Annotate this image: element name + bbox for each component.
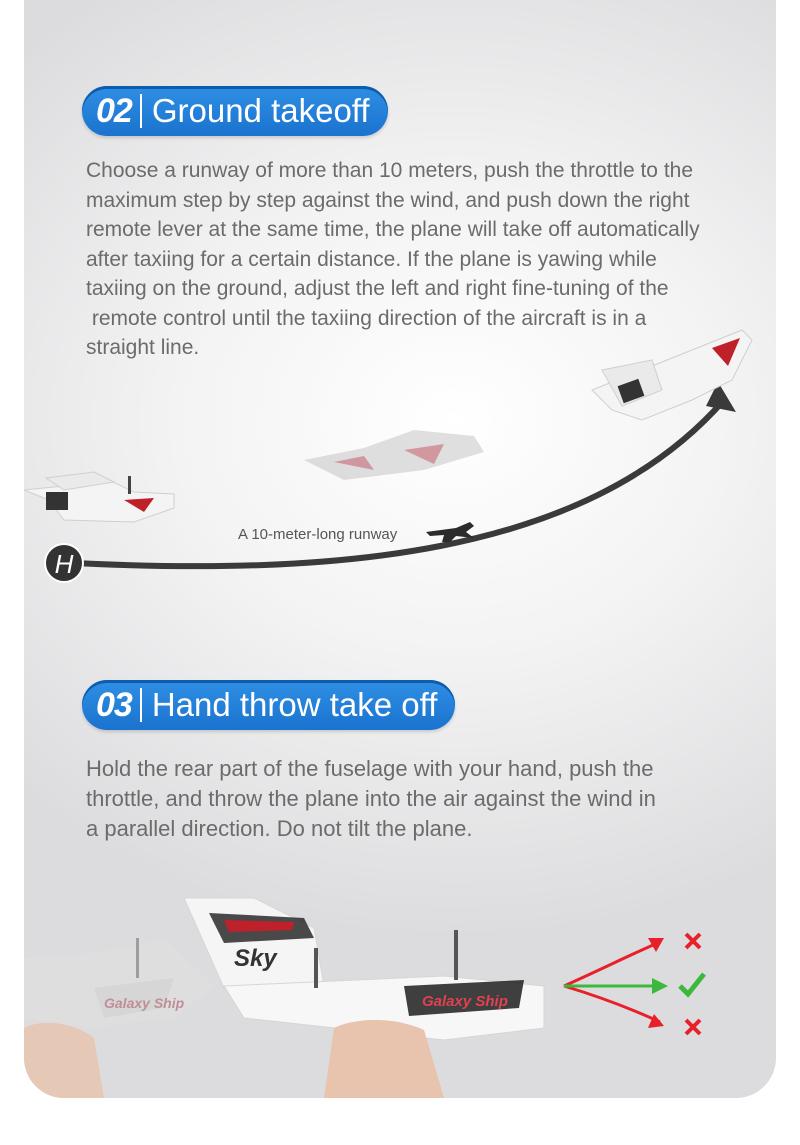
plane-ground — [24, 472, 174, 522]
section-03-description — [86, 754, 656, 844]
plane-logo-text: Sky — [234, 945, 277, 972]
desc-line: straight line. — [86, 336, 200, 359]
desc-line: a parallel direction. Do not tilt the plane. — [86, 816, 473, 841]
runway-label: A 10-meter-long runway — [238, 526, 398, 543]
runway-curve — [74, 400, 724, 566]
desc-line: taxiing on the ground, adjust the left and right fine-tuning of the — [86, 277, 669, 300]
desc-line: maximum step by step against the wind, and push down the right — [86, 188, 690, 212]
plane-faded — [24, 938, 214, 1028]
plane-blurred — [304, 430, 484, 480]
desc-line: throttle, and throw the plane into the air against the wind in — [86, 786, 656, 811]
plane-main — [184, 898, 544, 1040]
arrow-up-red — [564, 942, 660, 986]
start-marker-letter: H — [54, 549, 74, 579]
section-03-header — [82, 680, 455, 730]
hand-left — [24, 1023, 104, 1098]
desc-line: remote lever at the same time, the plane will take off automatically — [86, 218, 700, 241]
desc-line: remote control until the taxiing direction of the aircraft is in a — [86, 306, 647, 330]
desc-line: Hold the rear part of the fuselage with your hand, push the — [86, 756, 654, 781]
arrow-down-red — [564, 986, 660, 1022]
content-card — [24, 0, 776, 1098]
sky-logo-mark — [46, 492, 68, 510]
takeoff-illustration — [24, 0, 776, 620]
desc-line: after taxiing for a certain distance. If the plane is yawing while — [86, 247, 657, 271]
x-mark-icon — [686, 934, 700, 948]
check-mark-icon — [680, 974, 704, 994]
desc-line: Choose a runway of more than 10 meters, push the throttle to the — [86, 159, 694, 182]
header-divider — [140, 688, 142, 722]
section-02-title: Ground takeoff — [151, 92, 370, 129]
hand-throw-illustration — [24, 858, 776, 1098]
section-02-number: 02 — [96, 91, 132, 130]
plane-brand-text: Galaxy Ship — [422, 993, 508, 1010]
x-mark-icon — [686, 1020, 700, 1034]
plane-brand-text-faded: Galaxy Ship — [104, 995, 185, 1011]
section-03-number: 03 — [96, 685, 132, 724]
section-03-title: Hand throw take off — [151, 686, 438, 723]
